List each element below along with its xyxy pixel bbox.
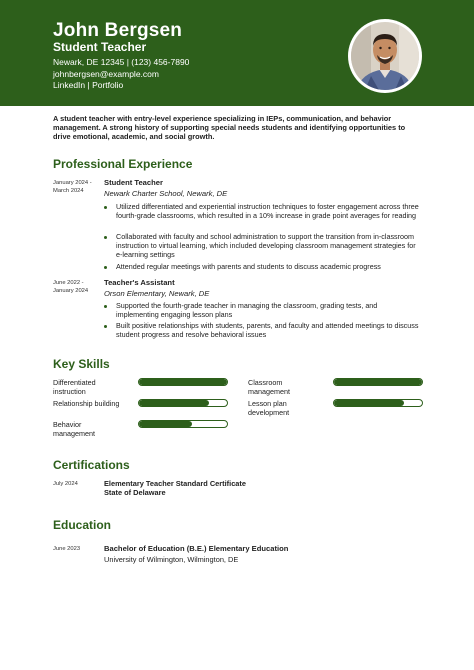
skill-level-bar	[138, 378, 228, 386]
section-heading-experience: Professional Experience	[53, 157, 193, 171]
skill-label: Lesson plan development	[248, 399, 290, 417]
skill-label: Behavior management	[53, 420, 95, 438]
candidate-name: John Bergsen	[53, 20, 183, 41]
bullet-dot	[104, 266, 107, 269]
job-organization: Newark Charter School, Newark, DE	[104, 189, 228, 198]
certification-title: Elementary Teacher Standard Certificate State of Delaware	[104, 479, 246, 497]
contact-line: Newark, DE 12345 | (123) 456-7890	[53, 57, 190, 67]
skill-level-fill	[139, 400, 209, 406]
profile-links[interactable]: LinkedIn | Portfolio	[53, 80, 124, 90]
bullet-dot	[104, 236, 107, 239]
job-organization: Orson Elementary, Newark, DE	[104, 289, 210, 298]
skill-level-fill	[334, 379, 422, 385]
skill-level-bar	[333, 399, 423, 407]
job-bullet: Attended regular meetings with parents and students to discuss academic progress	[116, 262, 381, 271]
skill-label: Classroom management	[248, 378, 290, 396]
avatar	[348, 19, 422, 93]
job-bullet: Built positive relationships with students, parents, and faculty and attended meetings to discuss student progress and resolve behavioral issues	[116, 321, 419, 340]
skill-label: Differentiated instruction	[53, 378, 96, 396]
section-heading-skills: Key Skills	[53, 357, 110, 371]
skill-level-bar	[333, 378, 423, 386]
education-school: University of Wilmington, Wilmington, DE	[104, 555, 239, 564]
bullet-dot	[104, 206, 107, 209]
profile-photo	[351, 22, 419, 90]
skill-level-bar	[138, 399, 228, 407]
education-degree: Bachelor of Education (B.E.) Elementary Education	[104, 544, 289, 553]
skill-level-fill	[139, 421, 192, 427]
education-date: June 2023	[53, 546, 81, 552]
email-link[interactable]: johnbergsen@example.com	[53, 69, 159, 79]
job-bullet: Utilized differentiated and experiential instruction techniques to foster engagement across three fourth-grade classrooms, which resulted in a 10% increase in grade point averages for reading	[116, 202, 419, 221]
bullet-dot	[104, 325, 107, 328]
skill-level-fill	[334, 400, 404, 406]
skill-level-bar	[138, 420, 228, 428]
section-heading-certifications: Certifications	[53, 458, 130, 472]
resume-header	[0, 0, 474, 106]
section-heading-education: Education	[53, 518, 112, 532]
job-title: Student Teacher	[104, 178, 163, 187]
certification-date: July 2024	[53, 481, 78, 487]
job-bullet: Supported the fourth-grade teacher in managing the classroom, grading tests, and implementing engaging lesson plans	[116, 301, 378, 320]
job-date: January 2024 - March 2024	[53, 180, 92, 194]
job-bullet: Collaborated with faculty and school administration to support the transition from in-classroom instruction to virtual learning, which included developing classroom management strategies for e-learning settings	[116, 232, 416, 260]
candidate-role: Student Teacher	[53, 40, 147, 54]
summary-text: A student teacher with entry-level experience specializing in IEPs, communication, and behavior management. A strong history of supporting special needs students and identifying opportunities to drive emotional, academic, and social growth.	[53, 114, 406, 141]
skill-level-fill	[139, 379, 227, 385]
job-title: Teacher's Assistant	[104, 278, 175, 287]
bullet-dot	[104, 305, 107, 308]
job-date: June 2022 - January 2024	[53, 280, 89, 294]
skill-label: Relationship building	[53, 399, 120, 408]
